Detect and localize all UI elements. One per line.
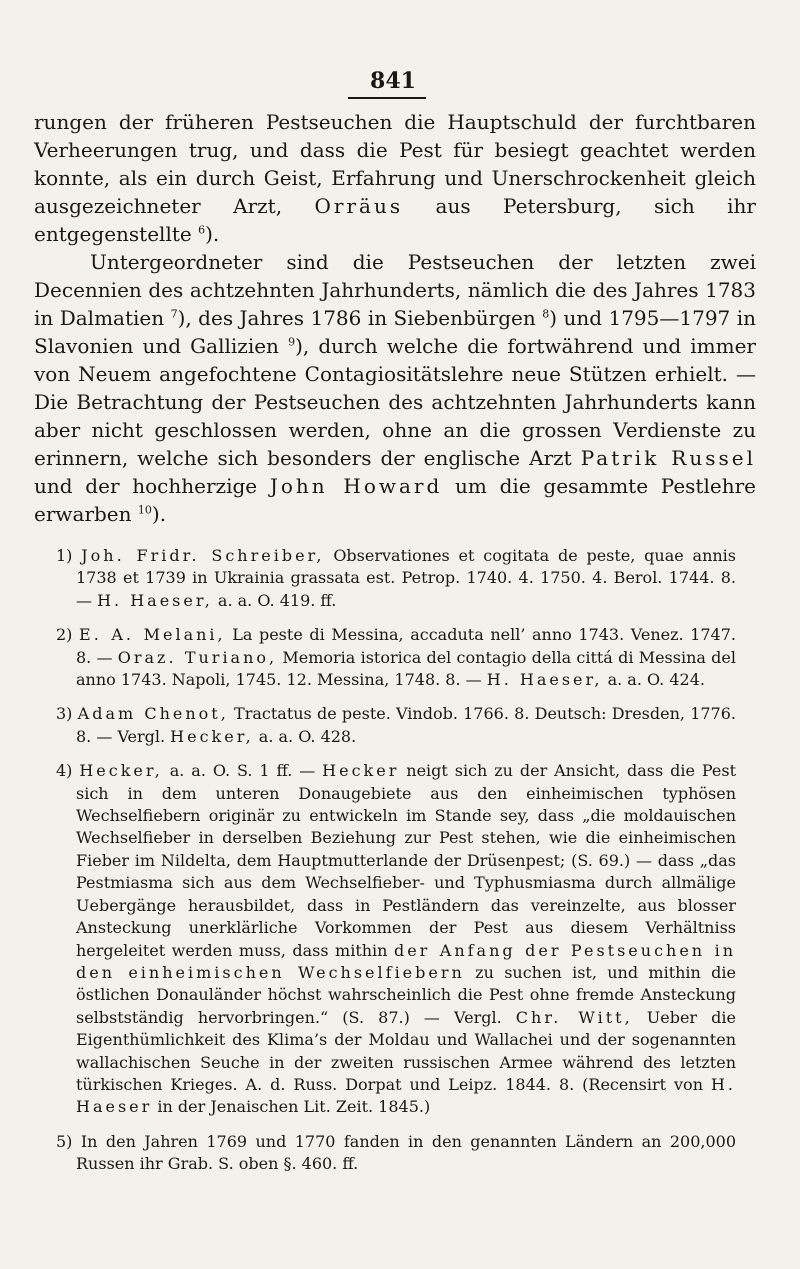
footnote-ref: 10 xyxy=(137,503,152,517)
text-run: aus Petersburg, sich ihr entgegenstellte xyxy=(34,194,756,246)
paragraph xyxy=(34,108,756,248)
text-run: ). xyxy=(205,222,220,246)
text-run: a. a. O. S. 1 ff. — xyxy=(162,761,323,781)
text-run: rungen der früheren Pestseuchen die Hauptschuld der furchtbaren Verheerungen trug, und dass die Pest für besiegt geachtet werden konnte, als ein durch Geist, Erfahrung und Unerschrockenheit gleich ausgezeichneter Arzt, xyxy=(34,110,756,218)
text-run: Ueber die Eigenthümlichkeit des Klima’s der Moldau und Wallachei und der sogenannten wallachischen Seuche in der zweiten russischen Armee während des letzten türkischen Krieges. A. d. Russ. Dorpat und Leipz. 1844. 8. (Recensirt von xyxy=(76,1007,737,1094)
text-run: neigt sich zu der Ansicht, dass die Pest sich in dem unteren Donaugebiete aus den einheimischen typhösen Wechselfiebern originär zu entwickeln im Stande sey, dass „die moldauischen Wechselfieber in derselben Beziehung zur Pest stehen, wie die einheimischen Fieber im Nildelta, dem Hauptmutterlande der Drüsenpest; (S. 69.) — dass „das Pestmiasma sich aus dem Wechselfieber- und Typhusmiasma durch allmälige Uebergänge herausbildet, dass in Pestländern das vereinzelte, aus blosser Ansteckung unerklärliche Vorkommen der Pest aus diesem Verhältniss hergeleitet werden muss, dass mithin xyxy=(76,761,736,960)
footnote-ref: 7 xyxy=(170,307,178,321)
paragraph xyxy=(34,248,756,528)
author-name: H. Haeser xyxy=(76,1074,736,1117)
page-number: 841 xyxy=(370,68,416,94)
footnote-number: 3) xyxy=(56,704,73,724)
text-run: ). xyxy=(151,502,167,526)
author-name: Hecker, xyxy=(79,761,163,781)
author-name: Patrik Russel xyxy=(580,446,757,470)
text-run: um die gesammte Pestlehre erwarben xyxy=(34,474,756,526)
text-run: und der hochherzige xyxy=(34,474,270,498)
footnote xyxy=(56,624,736,691)
footnote-number: 2) xyxy=(56,625,73,645)
footnote-number: 5) xyxy=(56,1131,73,1151)
footnote xyxy=(56,760,736,1119)
text-run: La peste di Messina, accaduta nell’ anno 1743. Venez. 1747. 8. — xyxy=(76,625,737,667)
text-run: a. a. O. 424. xyxy=(602,670,705,690)
footnote xyxy=(56,703,736,748)
text-run: a. a. O. 419. ff. xyxy=(212,590,337,610)
footnote-ref: 6 xyxy=(198,223,206,237)
text-run: Untergeordneter sind die Pestseuchen der letzten zwei Decennien des achtzehnten Jahrhunderts, nämlich die des Jahres 1783 in Dalmatien xyxy=(34,250,756,330)
text-run: Tractatus de peste. Vindob. 1766. 8. Deutsch: Dresden, 1776. 8. — Vergl. xyxy=(76,704,736,746)
author-name: E. A. Melani, xyxy=(79,625,226,645)
footnote-ref: 8 xyxy=(542,307,550,321)
main-text xyxy=(34,108,756,528)
footnote xyxy=(56,545,736,612)
footnote-number: 4) xyxy=(56,761,73,781)
footnote-number: 1) xyxy=(56,546,73,565)
author-name: John Howard xyxy=(269,474,443,498)
spaced-emphasis: der Anfang der Pestseuchen in den einheimischen Wechselfiebern xyxy=(76,940,736,982)
footnote xyxy=(56,1131,736,1176)
author-name: Hecker xyxy=(322,761,400,781)
text-run: a. a. O. 428. xyxy=(253,726,357,746)
text-run: Observationes et cogitata de peste, quae annis 1738 et 1739 in Ukrainia grassata est. Petrop. 1740. 4. 1750. 4. Berol. 1744. 8. — xyxy=(76,546,737,610)
author-name: H. Haeser, xyxy=(97,590,213,610)
author-name: Chr. Witt, xyxy=(515,1007,633,1027)
author-name: Adam Chenot, xyxy=(77,704,229,724)
author-name: Orräus xyxy=(314,194,404,218)
text-run: In den Jahren 1769 und 1770 fanden in den genannten Ländern an 200,000 Russen ihr Grab. S. oben §. 460. ff. xyxy=(72,1131,736,1174)
text-run: zu suchen ist, und mithin die östlichen Donauländer höchst wahrscheinlich die Pest ohne fremde Ansteckung selbstständig hervorbringen.“ (S. 87.) — Vergl. xyxy=(76,962,736,1027)
text-run: ), des Jahres 1786 in Siebenbürgen xyxy=(177,306,543,330)
text-run: Memoria istorica del contagio della cittá di Messina del anno 1743. Napoli, 1745. 12. Messina, 1748. 8. — xyxy=(76,647,736,690)
footnote-ref: 9 xyxy=(288,335,296,349)
author-name: Joh. Fridr. Schreiber, xyxy=(81,546,325,565)
page-number-rule xyxy=(348,97,426,99)
text-run: ) und 1795—1797 in Slavonien und Gallizien xyxy=(34,306,757,358)
footnotes xyxy=(56,545,736,1188)
author-name: Hecker, xyxy=(170,726,254,746)
author-name: H. Haeser, xyxy=(486,670,603,690)
text-run: ), durch welche die fortwährend und immer von Neuem angefochtene Contagiositätslehre neue Stützen erhielt. — Die Betrachtung der Pestseuchen des achtzehnten Jahrhunderts kann aber nicht geschlossen werden, ohne an die grossen Verdienste zu erinnern, welche sich besonders der englische Arzt xyxy=(34,334,756,470)
text-run: in der Jenaischen Lit. Zeit. 1845.) xyxy=(152,1097,431,1117)
author-name: Oraz. Turiano, xyxy=(117,647,278,667)
